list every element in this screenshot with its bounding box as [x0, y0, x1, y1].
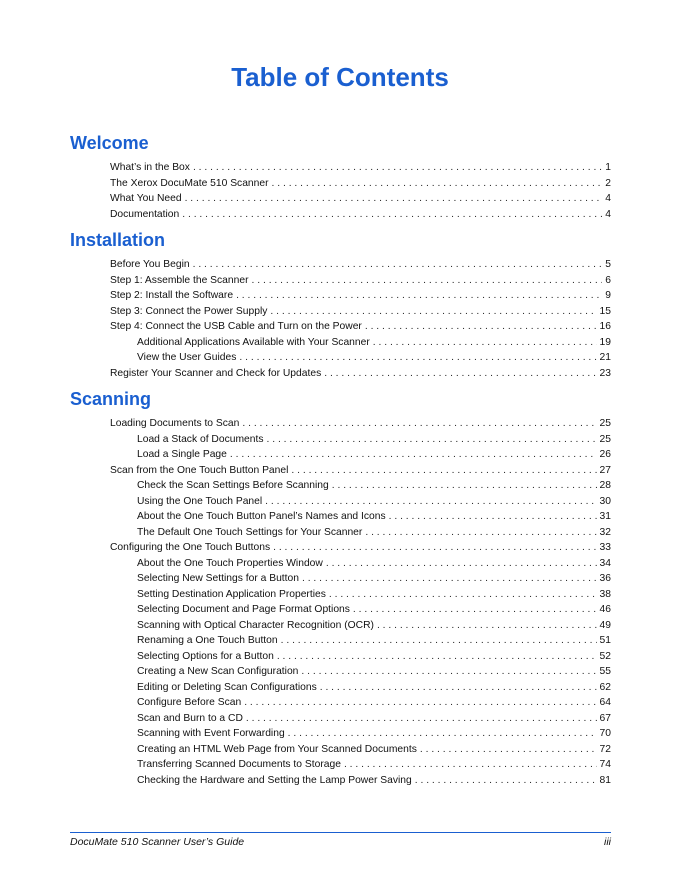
footer-page-number: iii: [604, 836, 611, 848]
toc-entry[interactable]: [70, 319, 611, 335]
toc-entry[interactable]: [70, 463, 611, 479]
toc-entry-title: Register Your Scanner and Check for Updates: [110, 367, 322, 379]
dot-leader: [236, 288, 602, 304]
toc-entry[interactable]: [70, 176, 611, 192]
toc-entry-page: 30: [599, 495, 611, 507]
toc-entry-page: 38: [599, 588, 611, 600]
toc-entry-page: 25: [599, 433, 611, 445]
dot-leader: [242, 416, 596, 432]
toc-entry[interactable]: [70, 257, 611, 273]
toc-entry-title: Selecting New Settings for a Button: [137, 573, 299, 584]
toc-entry-title: Creating a New Scan Configuration: [137, 666, 299, 677]
toc-entry-page: 21: [599, 352, 611, 363]
toc-section-installation: [70, 229, 611, 381]
dot-leader: [332, 478, 597, 494]
dot-leader: [281, 633, 597, 649]
toc-entry-page: 31: [599, 511, 611, 522]
dot-leader: [302, 571, 597, 587]
toc-entry-page: 23: [599, 367, 611, 379]
dot-leader: [389, 509, 597, 525]
toc-entry-page: 51: [599, 635, 611, 646]
toc-entry-title: View the User Guides: [137, 352, 237, 363]
toc-entry-title: Loading Documents to Scan: [110, 418, 240, 429]
toc-entry-page: 55: [599, 666, 611, 677]
dot-leader: [185, 191, 603, 207]
dot-leader: [273, 540, 596, 556]
toc-entry-title: Before You Begin: [110, 259, 190, 270]
toc-entry-title: What You Need: [110, 193, 182, 204]
section-heading: Welcome: [70, 133, 149, 153]
toc-entry[interactable]: [70, 432, 611, 448]
toc-entry-page: 49: [599, 619, 611, 631]
toc-entry-page: 67: [599, 712, 611, 724]
toc-entry[interactable]: [70, 525, 611, 541]
dot-leader: [353, 602, 597, 618]
dot-leader: [252, 273, 603, 289]
dot-leader: [365, 319, 597, 335]
toc-entry-page: 4: [605, 208, 611, 220]
toc-entry-title: Step 1: Assemble the Scanner: [110, 274, 249, 286]
toc-entry-page: 15: [599, 305, 611, 317]
toc-entry[interactable]: [70, 509, 611, 525]
toc-entry[interactable]: [70, 556, 611, 572]
toc-entry-title: Transferring Scanned Documents to Storage: [137, 759, 341, 770]
dot-leader: [270, 304, 596, 320]
dot-leader: [182, 207, 602, 223]
toc-entry[interactable]: [70, 273, 611, 289]
footer-document-title: DocuMate 510 Scanner User’s Guide: [70, 836, 245, 848]
dot-leader: [239, 350, 596, 366]
footer-divider: [70, 832, 611, 833]
toc-entry[interactable]: [70, 587, 611, 603]
dot-leader: [365, 525, 596, 541]
toc-entry[interactable]: [70, 540, 611, 556]
dot-leader: [326, 556, 597, 572]
dot-leader: [344, 757, 597, 773]
toc-entry[interactable]: [70, 350, 611, 366]
toc-entry-title: The Xerox DocuMate 510 Scanner: [110, 177, 269, 189]
toc-entry-page: 33: [599, 542, 611, 553]
toc-entry-title: Load a Single Page: [137, 449, 227, 460]
toc-entry-title: Using the One Touch Panel: [137, 495, 263, 507]
toc-entry-title: Selecting Document and Page Format Options: [137, 604, 350, 615]
toc-entry[interactable]: [70, 618, 611, 634]
toc-entry-title: About the One Touch Button Panel’s Names and Icons: [137, 511, 386, 522]
dot-leader: [277, 649, 597, 665]
toc-entry-page: 25: [599, 418, 611, 429]
toc-entry-title: Load a Stack of Documents: [137, 433, 264, 445]
dot-leader: [272, 176, 603, 192]
toc-entry-title: Additional Applications Available with Your Scanner: [137, 336, 370, 348]
toc-entry-page: 1: [605, 162, 611, 173]
dot-leader: [291, 463, 596, 479]
dot-leader: [373, 335, 597, 351]
toc-entry-page: 5: [605, 259, 611, 270]
toc-entry-title: Configuring the One Touch Buttons: [110, 542, 271, 553]
dot-leader: [301, 664, 596, 680]
toc-entry-title: About the One Touch Properties Window: [137, 557, 323, 569]
toc-entry-page: 64: [599, 697, 611, 708]
toc-entry[interactable]: [70, 447, 611, 463]
dot-leader: [420, 742, 597, 758]
toc-entry-title: Scanning with Optical Character Recognition (OCR): [137, 619, 374, 631]
toc-entry-page: 62: [599, 681, 611, 693]
toc-entry-page: 32: [599, 526, 611, 538]
toc-entry-page: 6: [605, 274, 611, 286]
toc-entry[interactable]: [70, 335, 611, 351]
toc-entry-page: 52: [599, 650, 611, 662]
toc-entry[interactable]: [70, 366, 611, 382]
toc-entry-page: 70: [599, 728, 611, 739]
toc-entry-page: 27: [599, 464, 611, 476]
toc-entry[interactable]: [70, 304, 611, 320]
dot-leader: [377, 618, 597, 634]
toc-entry[interactable]: [70, 680, 611, 696]
toc-entry-page: 81: [599, 774, 611, 786]
toc-entry-title: Check the Scan Settings Before Scanning: [137, 480, 329, 491]
dot-leader: [244, 695, 596, 711]
toc-entry-page: 34: [599, 557, 611, 569]
dot-leader: [230, 447, 597, 463]
toc-entry[interactable]: [70, 742, 611, 758]
toc-entry[interactable]: [70, 191, 611, 207]
toc-entry-page: 19: [599, 336, 611, 348]
toc-entry-page: 2: [605, 177, 611, 189]
toc-section-scanning: [70, 388, 611, 788]
page-title: Table of Contents: [231, 62, 449, 92]
toc-entry-page: 72: [599, 743, 611, 755]
toc-entry-title: Creating an HTML Web Page from Your Scanned Documents: [137, 743, 417, 755]
section-heading: Scanning: [70, 389, 152, 409]
toc-entry-title: Setting Destination Application Properties: [137, 588, 326, 600]
dot-leader: [246, 711, 597, 727]
toc-entry[interactable]: [70, 160, 611, 176]
toc-entry-title: Scan and Burn to a CD: [137, 712, 243, 724]
toc-entry-title: What’s in the Box: [110, 162, 190, 173]
toc-entry-title: Selecting Options for a Button: [137, 650, 274, 662]
toc-entry-page: 16: [599, 321, 611, 332]
toc-entry-title: Documentation: [110, 208, 180, 220]
dot-leader: [329, 587, 597, 603]
toc-entry[interactable]: [70, 695, 611, 711]
toc-entry-title: Configure Before Scan: [137, 697, 242, 708]
toc-entry-page: 9: [605, 290, 611, 301]
toc-entry[interactable]: [70, 757, 611, 773]
toc-entry[interactable]: [70, 288, 611, 304]
toc-entry-title: The Default One Touch Settings for Your Scanner: [137, 526, 363, 538]
toc-entry[interactable]: [70, 726, 611, 742]
toc-entry[interactable]: [70, 633, 611, 649]
toc-entry[interactable]: [70, 478, 611, 494]
toc-entry[interactable]: [70, 664, 611, 680]
toc-entry-title: Step 3: Connect the Power Supply: [110, 305, 268, 317]
toc-entry-title: Step 2: Install the Software: [110, 290, 234, 301]
toc-entry[interactable]: [70, 416, 611, 432]
toc-entry-page: 74: [599, 759, 611, 770]
toc-entry[interactable]: [70, 773, 611, 789]
toc-entry-page: 4: [605, 193, 611, 204]
toc-entry[interactable]: [70, 602, 611, 618]
section-heading: Installation: [70, 230, 166, 250]
dot-leader: [193, 257, 603, 273]
toc-entry-page: 46: [599, 604, 611, 615]
toc-entry-page: 28: [599, 480, 611, 491]
toc-entry-page: 26: [599, 449, 611, 460]
toc-entry-title: Checking the Hardware and Setting the Lamp Power Saving: [137, 774, 412, 786]
dot-leader: [288, 726, 597, 742]
dot-leader: [415, 773, 597, 789]
toc-entry[interactable]: [70, 649, 611, 665]
dot-leader: [265, 494, 596, 510]
dot-leader: [324, 366, 596, 382]
dot-leader: [193, 160, 602, 176]
toc-entry[interactable]: [70, 207, 611, 223]
toc-entry-page: 36: [599, 573, 611, 584]
toc-entry[interactable]: [70, 711, 611, 727]
toc-entry-title: Renaming a One Touch Button: [137, 635, 278, 646]
toc-section-welcome: [70, 132, 611, 222]
toc-entry-title: Scanning with Event Forwarding: [137, 728, 285, 739]
toc-entry-title: Scan from the One Touch Button Panel: [110, 464, 289, 476]
toc-entry-title: Step 4: Connect the USB Cable and Turn on the Power: [110, 321, 362, 332]
dot-leader: [320, 680, 597, 696]
toc-entry[interactable]: [70, 494, 611, 510]
toc-entry-title: Editing or Deleting Scan Configurations: [137, 681, 317, 693]
dot-leader: [267, 432, 597, 448]
toc-entry[interactable]: [70, 571, 611, 587]
